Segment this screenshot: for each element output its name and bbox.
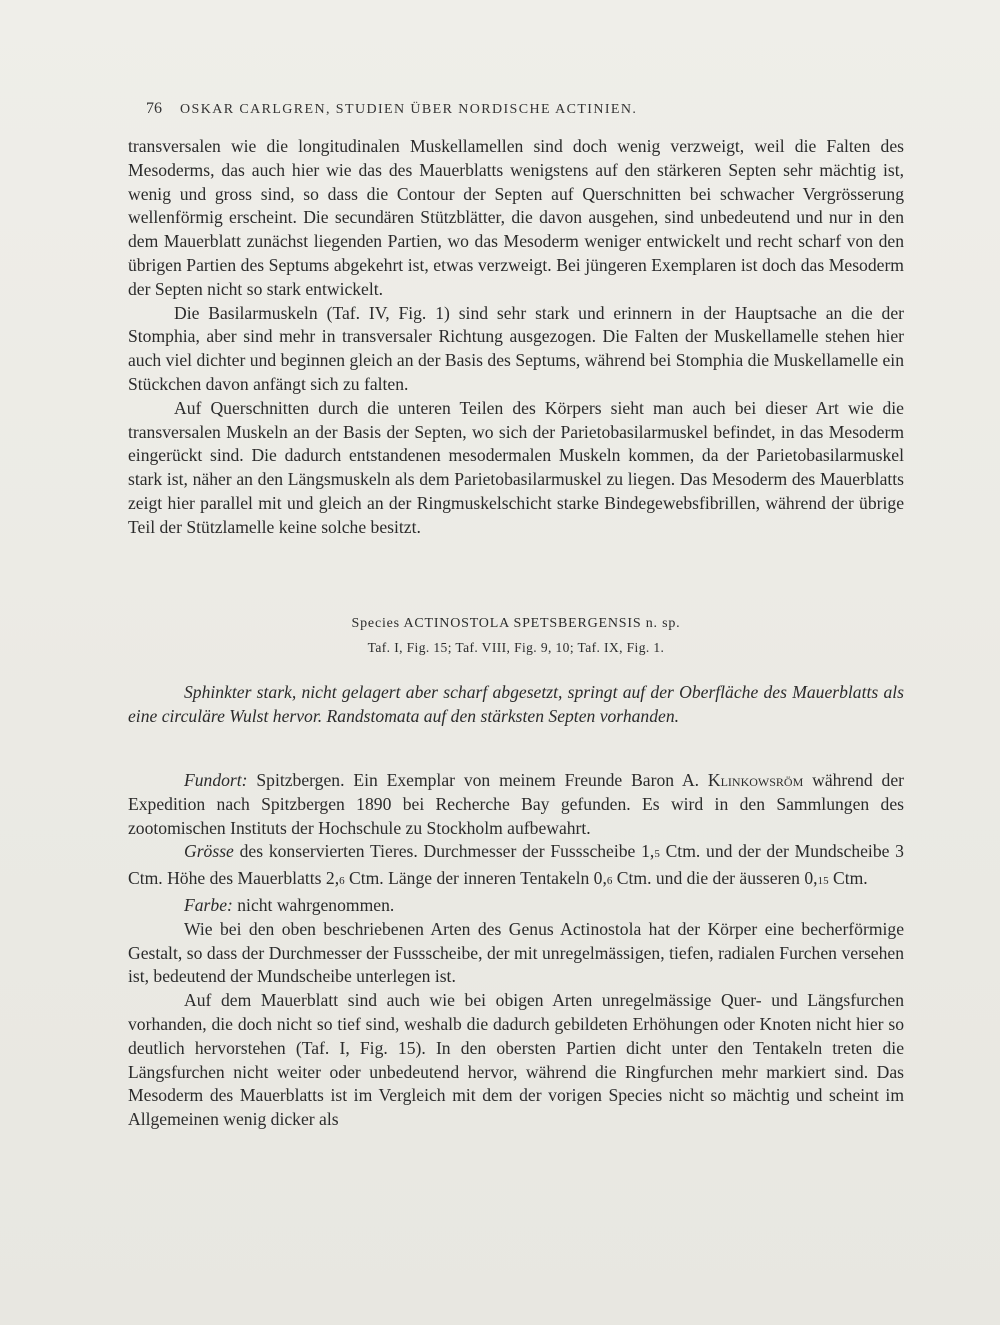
paragraph-basilarmuskeln: Die Basilarmuskeln (Taf. IV, Fig. 1) sind sehr stark und erinnern in der Hauptsache an die der Stomphia, aber sind mehr in transversaler Richtung ausgezogen. Die Falten der Muskellamelle stehen hier auch viel dichter und beginnen gleich an der Basis des Septums, während bei Stomphia die Muskellamelle ein Stückchen davon anfängt sich zu falten.: [128, 302, 904, 394]
groesse-decimal-a: 5: [654, 848, 660, 861]
species-heading: Species ACTINOSTOLA SPETSBERGENSIS n. sp.: [351, 616, 681, 631]
groesse-label: Grösse: [184, 841, 234, 862]
species-plate-references: Taf. I, Fig. 15; Taf. VIII, Fig. 9, 10; Taf. IX, Fig. 1.: [367, 640, 665, 655]
groesse-decimal-b: 6: [339, 875, 345, 888]
groesse-decimal-c: 6: [606, 875, 613, 888]
paragraph-farbe: [128, 894, 904, 918]
body-text-block: [128, 135, 904, 540]
groesse-text-d: Ctm. und die der äusseren 0,: [612, 868, 818, 889]
species-heading-block: [128, 612, 904, 660]
groesse-text-b: Ctm. und der der Mundscheibe 3 Ctm. Höhe des Mauerblatts 2,: [128, 841, 904, 889]
paragraph-fundort: [128, 769, 904, 840]
paragraph-mauerblatt: Auf dem Mauerblatt sind auch wie bei obigen Arten unregelmässige Quer- und Längsfurchen vorhanden, die doch nicht so tief sind, weshalb die dadurch gebildeten Erhöhungen oder Knoten nicht hier so deutlich hervorstehen (Taf. I, Fig. 15). In den obersten Partien dicht unter den Tentakeln treten die Längsfurchen nicht weiter oder unbedeutend hervor, während die Ringfurchen mehr markiert sind. Das Mesoderm des Mauerblatts ist im Vergleich mit dem der vorigen Species nicht so mächtig und scheint im Allgemeinen wenig dicker als: [128, 990, 904, 1130]
paragraph-koerperform: Wie bei den oben beschriebenen Arten des Genus Actinostola hat der Körper eine becherförmige Gestalt, so dass der Durchmesser der Fussscheibe, der mit unregelmässigen, tiefen, radialen Furchen versehen ist, bedeutend der Mundscheibe unterlegen ist.: [128, 918, 904, 987]
farbe-label: Farbe:: [184, 894, 233, 915]
paragraph-querschnitten: Auf Querschnitten durch die unteren Teilen des Körpers sieht man auch bei dieser Art wie die transversalen Muskeln an der Basis der Septen, wo sich der Parietobasilarmuskel befindet, in das Mesoderm eingerückt sind. Die dadurch entstandenen mesodermalen Muskeln kommen, da der Parietobasilarmuskel stark ist, näher an den Längsmuskeln als dem Parietobasilarmuskel zu liegen. Das Mesoderm des Mauerblatts zeigt hier parallel mit und gleich an der Ringmuskelschicht starke Bindegewebsfibrillen, während der übrige Teil der Stützlamelle keine solche besitzt.: [128, 397, 904, 537]
fundort-text-continued: während der Expedition nach Spitzbergen 1890 bei Recherche Bay gefunden. Es wird in den Sammlungen des zootomischen Instituts der Hochschule zu Stockholm aufbewahrt.: [128, 770, 904, 838]
species-description: [128, 769, 904, 1132]
groesse-text-c: Ctm. Länge der inneren Tentakeln 0,: [344, 868, 607, 889]
groesse-text-a: des konservierten Tieres. Durchmesser der Fussscheibe 1,: [233, 841, 655, 862]
fundort-label: Fundort:: [184, 770, 248, 790]
species-diagnosis: [128, 681, 904, 729]
paragraph-groesse: [128, 840, 904, 894]
farbe-text: nicht wahrgenommen.: [232, 894, 395, 915]
running-header: [146, 100, 786, 118]
running-title: OSKAR CARLGREN, STUDIEN ÜBER NORDISCHE ACTINIEN.: [180, 102, 638, 117]
diagnosis-text: Sphinkter stark, nicht gelagert aber scharf abgesetzt, springt auf der Oberfläche des Mauerblatts als eine circuläre Wulst hervor. Randstomata auf den stärksten Septen vorhanden.: [128, 682, 904, 726]
groesse-text-e: Ctm.: [828, 868, 868, 889]
paragraph-continued: transversalen wie die longitudinalen Muskellamellen sind doch wenig verzweigt, weil die Falten des Mesoderms, das auch hier wie das des Mauerblatts wenigstens auf den stärkeren Septen sehr mächtig ist, wenig und gross sind, so dass die Contour der Septen auf Querschnitten bei schwacher Vergrösserung wellenförmig erscheint. Die secundären Stützblätter, die davon ausgehen, sind unbedeutend und nur in den dem Mauerblatt zunächst liegenden Partien, wo das Mesoderm weniger entwickelt und recht scharf von den übrigen Partien des Septums abgekehrt ist, etwas verzweigt. Bei jüngeren Exemplaren ist doch das Mesoderm der Septen nicht so stark entwickelt.: [128, 136, 904, 299]
collector-name: Klinkowsröm: [707, 770, 804, 790]
groesse-decimal-d: 15: [817, 875, 829, 888]
fundort-text: Spitzbergen. Ein Exemplar von meinem Freunde Baron A.: [247, 770, 708, 790]
page-number: 76: [146, 100, 162, 117]
